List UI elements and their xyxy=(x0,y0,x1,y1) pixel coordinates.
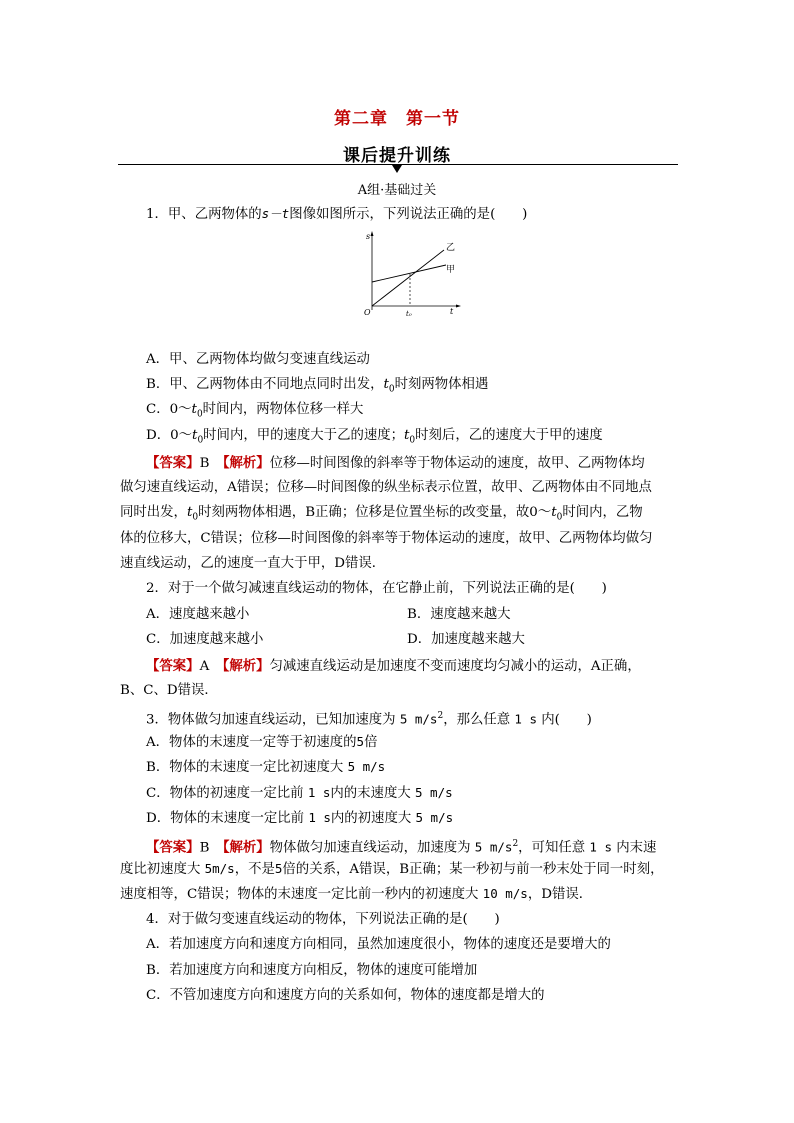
explanation-tag: 【解析】 xyxy=(222,658,270,674)
q2-option-a: A．速度越来越小 xyxy=(146,607,250,622)
graph-label-jia: 甲 xyxy=(446,265,456,275)
q1-option-d: D．$0\sim t_0$时间内，甲的速度大于乙的速度；$t_0$时刻后，乙的速度大于甲的速度 xyxy=(146,428,603,446)
q3-stem: 3．物体做匀加速直线运动，已知加速度为 5 $m/s^2$，那么任意 1 s 内( ) xyxy=(146,711,592,728)
answer-value: A xyxy=(199,659,210,674)
q3-option-d: D．物体的末速度一定比前 1 s内的初速度大 5 m/s xyxy=(146,810,454,826)
q1-stem: 1．甲、乙两物体的s－t图像如图所示，下列说法正确的是( ) xyxy=(146,206,528,222)
graph-x-label: t xyxy=(450,307,454,316)
q3-answer-line: 【答案】B 【解析】物体做匀加速直线运动，加速度为 5 $m/s^2$，可知任意 1 s 内末速 xyxy=(146,839,657,856)
q1-explanation-line: 速直线运动，乙的速度一直大于甲，D错误． xyxy=(120,556,386,571)
q3-explanation-line: 度比初速度大 5m/s，不是5倍的关系，A错误，B正确；某一秒初与前一秒末处于同一时刻， xyxy=(120,861,664,877)
st-graph xyxy=(360,228,470,320)
answer-tag: 【答案】 xyxy=(146,658,200,674)
q4-option-a: A．若加速度方向和速度方向相同，虽然加速度很小，物体的速度还是要增大的 xyxy=(146,937,611,952)
q1-stem-var: s－t xyxy=(261,206,290,221)
q4-option-c: C．不管加速度方向和速度方向的关系如何，物体的速度都是增大的 xyxy=(146,988,545,1003)
q4-stem: 4．对于做匀变速直线运动的物体，下列说法正确的是( ) xyxy=(146,912,500,927)
q3-option-a: A．物体的末速度一定等于初速度的5倍 xyxy=(146,734,378,750)
answer-value: B xyxy=(199,456,210,471)
graph-t0-label: t₀ xyxy=(406,310,412,318)
q1-option-a: A．甲、乙两物体均做匀变速直线运动 xyxy=(146,352,370,367)
graph-origin-label: O xyxy=(364,308,371,317)
q2-answer-line: 【答案】A 【解析】匀减速直线运动是加速度不变而速度均匀减小的运动，A正确， xyxy=(146,658,641,674)
q3-option-b: B．物体的末速度一定比初速度大 5 m/s xyxy=(146,759,386,775)
explanation-tag: 【解析】 xyxy=(222,839,270,856)
graph-label-yi: 乙 xyxy=(446,243,456,253)
q3-option-c: C．物体的初速度一定比前 1 s内的末速度大 5 m/s xyxy=(146,785,453,801)
q1-explanation-line: 同时出发，$t_0$时刻两物体相遇，B正确；位移是位置坐标的改变量，故$0\sim t_0$时间内，乙物 xyxy=(120,505,643,523)
chapter-heading: 第二章 第一节 xyxy=(334,109,460,129)
q3-explanation-line: 速度相等，C错误；物体的末速度一定比前一秒内的初速度大 10 m/s，D错误． xyxy=(120,886,593,902)
q2-option-d: D．加速度越来越大 xyxy=(407,632,525,647)
answer-value: B xyxy=(199,840,210,856)
rule-arrow-icon xyxy=(392,165,402,173)
graph-line-yi xyxy=(372,250,444,306)
q1-option-b: B．甲、乙两物体由不同地点同时出发，$t_0$时刻两物体相遇 xyxy=(146,377,489,395)
q1-answer-line: 【答案】B 【解析】位移—时间图像的斜率等于物体运动的速度，故甲、乙两物体均 xyxy=(146,455,645,471)
answer-tag: 【答案】 xyxy=(146,839,200,856)
graph-y-arrow-icon xyxy=(371,231,374,236)
q1-explanation-line: 体的位移大，C错误；位移—时间图像的斜率等于物体运动的速度，故甲、乙两物体均做匀 xyxy=(120,531,653,546)
answer-tag: 【答案】 xyxy=(146,455,200,471)
q2-explanation-line: B、C、D错误． xyxy=(120,683,218,698)
graph-y-label: s xyxy=(366,232,371,241)
group-heading: A组·基础过关 xyxy=(357,183,437,198)
q2-stem: 2．对于一个做匀减速直线运动的物体，在它静止前，下列说法正确的是( ) xyxy=(146,581,607,596)
q2-option-b: B．速度越来越大 xyxy=(407,607,511,622)
q2-option-c: C．加速度越来越小 xyxy=(146,632,264,647)
q1-option-c: C．$0\sim t_0$时间内，两物体位移一样大 xyxy=(146,402,364,420)
graph-line-jia xyxy=(372,265,446,282)
explanation-tag: 【解析】 xyxy=(222,455,270,471)
graph-x-arrow-icon xyxy=(456,305,461,308)
section-heading: 课后提升训练 xyxy=(343,146,451,166)
q1-explanation-line: 做匀速直线运动，A错误；位移—时间图像的纵坐标表示位置，故甲、乙两物体由不同地点 xyxy=(120,480,652,495)
q4-option-b: B．若加速度方向和速度方向相反，物体的速度可能增加 xyxy=(146,963,478,978)
